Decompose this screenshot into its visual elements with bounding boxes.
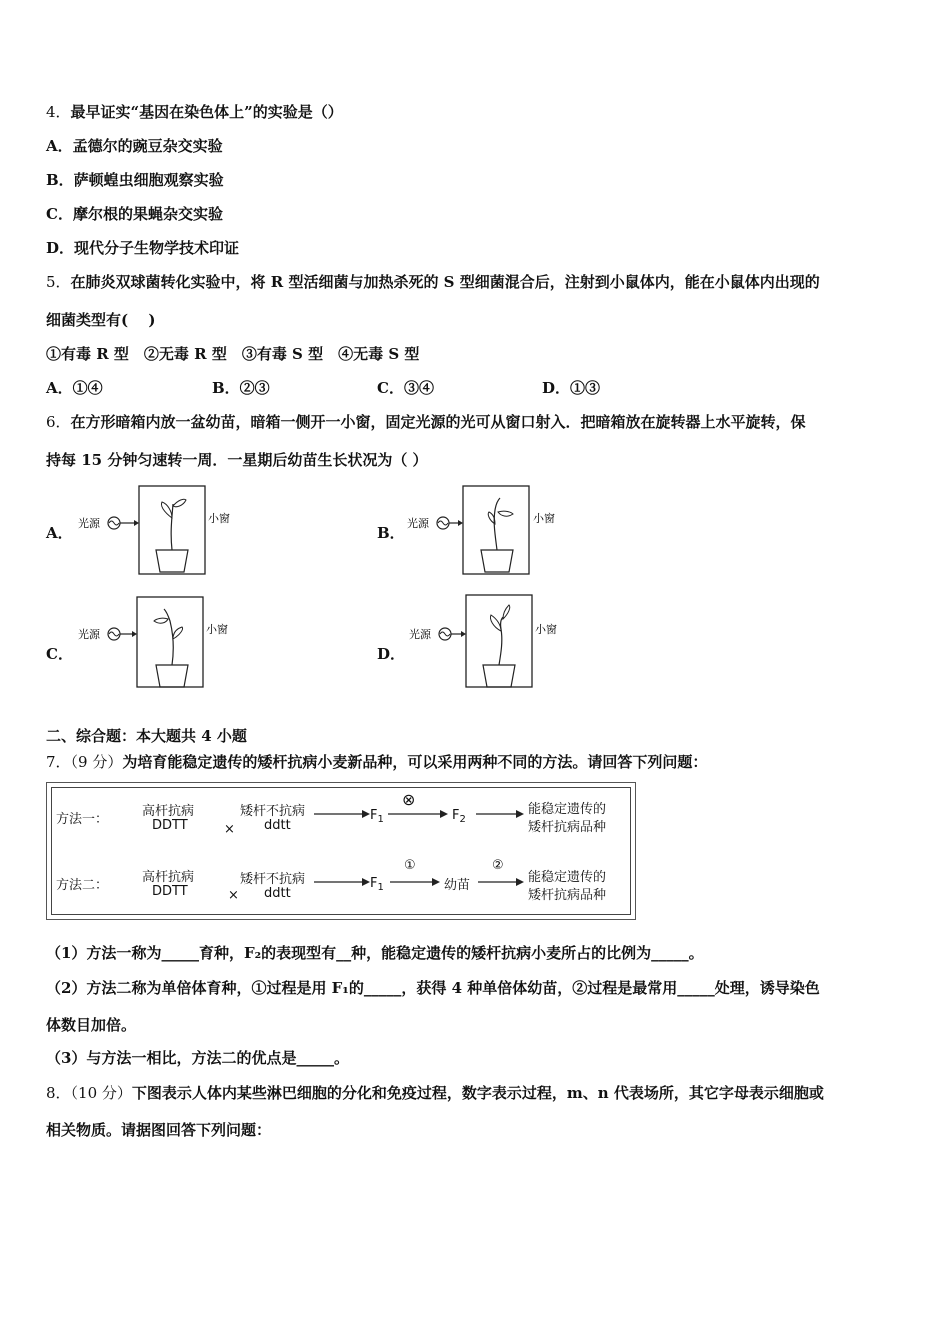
q7-sub2-line2: 体数目加倍。 (46, 1016, 137, 1034)
q4-option-d: D．现代分子生物学技术印证 (46, 239, 240, 257)
q6-option-b-label: B． (377, 524, 405, 542)
q6-option-c-label: C． (46, 645, 73, 663)
method2-seedling: 幼苗 (444, 878, 471, 893)
q7-breeding-diagram (46, 782, 636, 920)
q7-sub2-line1: （2）方法二称为单倍体育种，①过程是用 F₁的_____，获得 4 种单倍体幼苗，②过程是最常用_____处理，诱导染色 (46, 979, 820, 997)
method2-arrow2 (390, 874, 440, 890)
svg-text:小窗: 小窗 (208, 512, 230, 525)
q5-stem-line1: 5．在肺炎双球菌转化实验中，将 R 型活细菌与加热杀死的 S 型细菌混合后，注射到小鼠体内，能在小鼠体内出现的 (46, 273, 820, 291)
svg-text:光源: 光源 (409, 628, 431, 641)
method1-f1: $F_1$ (370, 808, 384, 825)
method2-label: 方法二： (56, 878, 109, 893)
svg-text:小窗: 小窗 (535, 623, 557, 636)
q6-option-a-label: A． (46, 524, 73, 542)
q5-stem-line2: 细菌类型有( ) (46, 311, 156, 329)
q7-sub3: （3）与方法一相比，方法二的优点是_____。 (46, 1049, 349, 1067)
method2-step1: ① (404, 858, 416, 873)
method1-arrow1 (314, 806, 370, 822)
method1-parent2-genotype: ddtt (264, 818, 291, 833)
section-2-title: 二、综合题：本大题共 4 小题 (46, 727, 247, 745)
method1-arrow3 (476, 806, 524, 822)
method2-arrow1 (314, 874, 370, 890)
q4-option-c: C．摩尔根的果蝇杂交实验 (46, 205, 223, 223)
q5-option-a: A．①④ (46, 379, 103, 397)
method2-parent1-name: 高杆抗病 (142, 870, 195, 885)
q5-choices: ①有毒 R 型 ②无毒 R 型 ③有毒 S 型 ④无毒 S 型 (46, 345, 420, 363)
q5-option-d: D．①③ (542, 379, 601, 397)
q6-figure-d (407, 591, 577, 688)
q8-stem-line2: 相关物质。请据图回答下列问题： (46, 1121, 272, 1139)
q5-option-b: B．②③ (212, 379, 270, 397)
q6-figure-b (405, 482, 575, 577)
q6-figure-c (76, 593, 246, 690)
method1-result-line1: 能稳定遗传的 (528, 802, 607, 817)
svg-text:小窗: 小窗 (533, 512, 555, 525)
method2-cross-sign: × (228, 888, 239, 903)
q4-option-a: A．孟德尔的豌豆杂交实验 (46, 137, 223, 155)
method2-arrow3 (478, 874, 524, 890)
q6-figure-a (76, 482, 246, 577)
method2-f1: $F_1$ (370, 876, 384, 893)
q7-sub1: （1）方法一称为_____育种，F₂的表现型有__种，能稳定遗传的矮杆抗病小麦所占的比例为_____。 (46, 944, 704, 962)
method2-parent2-genotype: ddtt (264, 886, 291, 901)
method1-parent1-genotype: DDTT (152, 818, 188, 833)
method2-parent2-name: 矮杆不抗病 (240, 872, 306, 887)
method1-cross-sign: × (224, 822, 235, 837)
method1-arrow2 (388, 806, 448, 822)
svg-text:小窗: 小窗 (206, 623, 228, 636)
q4-option-b: B．萨顿蝗虫细胞观察实验 (46, 171, 224, 189)
q6-stem-line1: 6．在方形暗箱内放一盆幼苗，暗箱一侧开一小窗，固定光源的光可从窗口射入．把暗箱放在旋转器上水平旋转，保 (46, 413, 806, 431)
q7-stem: 7．（9 分）为培育能稳定遗传的矮杆抗病小麦新品种，可以采用两种不同的方法。请回答下列问题： (46, 753, 708, 771)
method1-result-line2: 矮杆抗病品种 (528, 820, 607, 835)
method1-f2: $F_2$ (452, 808, 466, 825)
q8-stem-line1: 8．（10 分）下图表示人体内某些淋巴细胞的分化和免疫过程，数字表示过程，m、n 代表场所，其它字母表示细胞或 (46, 1084, 824, 1102)
selfing-symbol: ⊗ (402, 790, 416, 809)
method2-result-line2: 矮杆抗病品种 (528, 888, 607, 903)
method2-result-line1: 能稳定遗传的 (528, 870, 607, 885)
method2-parent1-genotype: DDTT (152, 884, 188, 899)
svg-text:光源: 光源 (78, 517, 100, 530)
q6-option-d-label: D． (377, 645, 406, 663)
svg-text:光源: 光源 (407, 517, 429, 530)
q4-stem: 4．最早证实“基因在染色体上”的实验是（） (46, 103, 343, 121)
method1-parent1-name: 高杆抗病 (142, 804, 195, 819)
svg-text:光源: 光源 (78, 628, 100, 641)
q5-option-c: C．③④ (377, 379, 434, 397)
q6-stem-line2: 持每 15 分钟匀速转一周．一星期后幼苗生长状况为（ ） (46, 451, 428, 469)
method1-label: 方法一： (56, 812, 109, 827)
method1-parent2-name: 矮杆不抗病 (240, 804, 306, 819)
method2-step2: ② (492, 858, 504, 873)
